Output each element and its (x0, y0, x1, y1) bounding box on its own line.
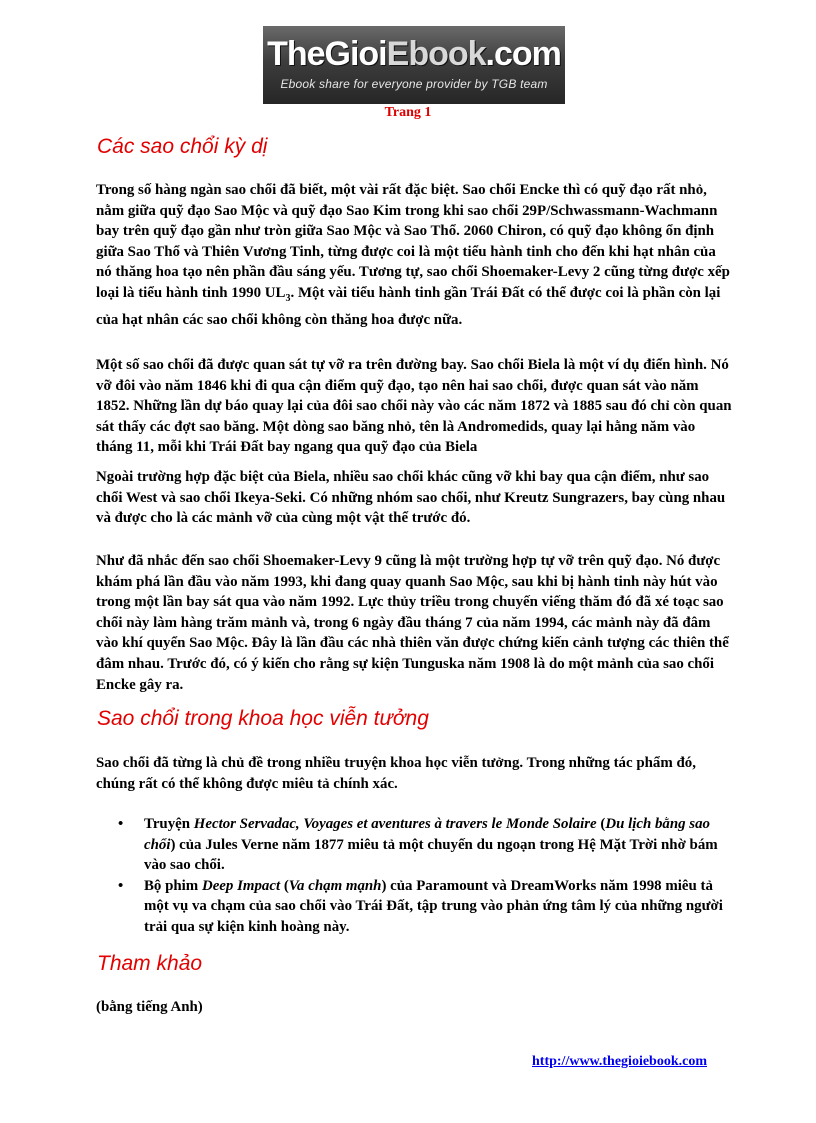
list-item: • Bộ phim Deep Impact (Va chạm mạnh) của Paramount và DreamWorks năm 1998 miêu tả một vụ va chạm của sao chổi vào Trái Đất, tập trung vào phản ứng tâm lý của những người trải qua sự kiện kinh hoàng này. (118, 877, 723, 935)
logo-tagline: Ebook share for everyone provider by TGB team (280, 77, 548, 91)
paragraph-5: Sao chổi đã từng là chủ đề trong nhiều truyện khoa học viễn tưởng. Trong những tác phẩm đó, chúng rất có thể không được miêu tả chính xác. (96, 755, 696, 792)
page-number: Trang 1 (384, 105, 432, 120)
works-list (96, 814, 736, 938)
footer-website-link[interactable]: http://www.thegioiebook.com (532, 1054, 707, 1069)
heading-strange-comets: Các sao chổi kỳ dị (97, 135, 268, 158)
paragraph-4: Như đã nhắc đến sao chổi Shoemaker-Levy 9 cũng là một trường hợp tự vỡ trên quỹ đạo. Nó được khám phá lần đầu vào năm 1993, khi đang quay quanh Sao Mộc, sau khi bị hành tinh này hút vào trong một lần bay sát qua vào năm 1992. Lực thủy triều trong chuyến viếng thăm đó đã xé toạc sao chổi này làm hàng trăm mảnh và, trong 6 ngày đầu tháng 7 của năm 1994, các mảnh này đã đâm vào khí quyển Sao Mộc. Đây là lần đầu các nhà thiên văn được chứng kiến cảnh tượng các thiên thể đâm nhau. Trước đó, có ý kiến cho rằng sự kiện Tunguska năm 1908 là do một mảnh của sao chổi Encke gây ra. (96, 553, 729, 693)
logo-wordmark: TheGioiEbook.com (267, 35, 561, 73)
site-logo (263, 26, 565, 104)
paragraph-2: Một số sao chổi đã được quan sát tự vỡ ra trên đường bay. Sao chổi Biela là một ví dụ điển hình. Nó vỡ đôi vào năm 1846 khi đi qua cận điểm quỹ đạo, tạo nên hai sao chổi, được quan sát vào năm 1852. Những lần dự báo quay lại của đôi sao chổi này vào các năm 1872 và 1885 sau đó chỉ còn quan sát thấy các đợt sao băng. Một dòng sao băng nhỏ, tên là Andromedids, quay lại hằng năm vào tháng 11, mỗi khi Trái Đất bay ngang qua quỹ đạo của Biela (96, 357, 732, 456)
paragraph-3: Ngoài trường hợp đặc biệt của Biela, nhiều sao chổi khác cũng vỡ khi bay qua cận điểm, như sao chổi West và sao chổi Ikeya-Seki. Có những nhóm sao chổi, như Kreutz Sungrazers, bay cùng nhau và được cho là các mảnh vỡ của cùng một vật thể trước đó. (96, 469, 726, 527)
bullet-icon: • (118, 816, 124, 832)
heading-science-fiction: Sao chổi trong khoa học viễn tưởng (97, 707, 429, 730)
heading-references: Tham khảo (97, 952, 203, 975)
paragraph-1: Trong số hàng ngàn sao chổi đã biết, một vài rất đặc biệt. Sao chổi Encke thì có quỹ đạo rất nhỏ, nằm giữa quỹ đạo Sao Mộc và quỹ đạo Sao Kim trong khi sao chổi 29P/Schwassmann-Wachmann bay trên quỹ đạo gần như tròn giữa Sao Mộc và Sao Thổ. 2060 Chiron, có quỹ đạo không ổn định giữa Sao Thổ và Thiên Vương Tinh, từng được coi là một tiểu hành tinh cho đến khi hạt nhân của nó thăng hoa tạo nên phần đầu sáng yếu. Tương tự, sao chổi Shoemaker-Levy 2 cũng từng được xếp loại là tiểu hành tinh 1990 $UL_3$. Một vài tiểu hành tinh gần Trái Đất có thể được coi là phần còn lại của hạt nhân các sao chổi không còn thăng hoa được nữa. (96, 182, 730, 328)
bullet-icon: • (118, 877, 124, 894)
references-note: (bằng tiếng Anh) (96, 999, 203, 1015)
list-item: • Truyện Hector Servadac, Voyages et aventures à travers le Monde Solaire (Du lịch bằng sao chổi) của Jules Verne năm 1877 miêu tả một chuyến du ngoạn trong Hệ Mặt Trời nhờ bám vào sao chổi. (118, 816, 718, 874)
